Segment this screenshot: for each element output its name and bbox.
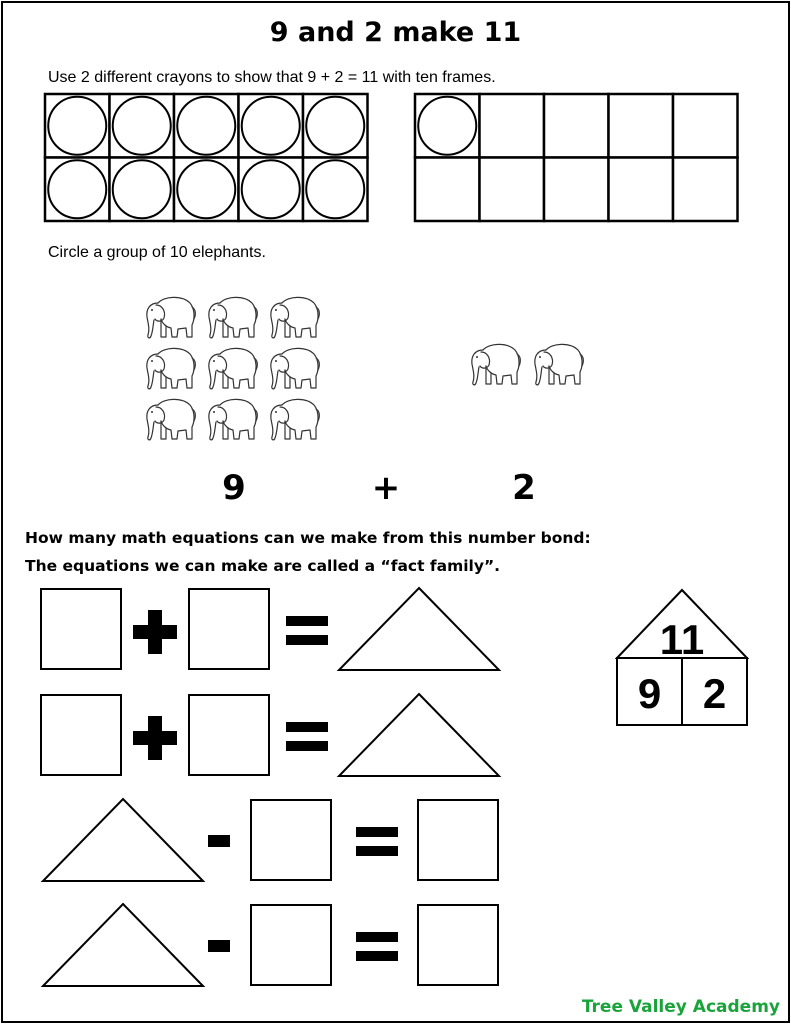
ten-frame-cell[interactable] [673,158,738,222]
ten-frame-cell[interactable] [415,158,480,222]
ten-frame-counter [177,97,235,155]
equals-icon [356,932,398,962]
crayon-instruction: Use 2 different crayons to show that 9 + 2 = 11 with ten frames. [48,69,496,86]
ten-frame-counter [48,97,106,155]
elephant-icon [472,344,520,384]
answer-box[interactable] [417,799,499,881]
equation-row-3 [3,796,623,886]
answer-box[interactable] [250,799,332,881]
elephant-icon [535,344,583,384]
ten-frame-cell[interactable] [544,158,609,222]
question-line-1: How many math equations can we make from this number bond: [25,529,591,547]
ten-frame-counter [113,160,171,218]
addend-two: 2 [512,468,536,508]
addend-nine: 9 [222,468,246,508]
ten-frame-cell[interactable] [544,94,609,158]
equation-row-2 [3,691,623,781]
elephant-icon [271,399,319,439]
elephant-group-two [465,338,590,390]
ten-frame-partial [413,92,743,223]
ten-frame-counter [306,97,364,155]
equals-icon [286,722,328,752]
ten-frame-counter [242,160,300,218]
answer-box[interactable] [40,588,122,670]
ten-frame-counter [418,97,476,155]
minus-icon [208,835,230,847]
ten-frame-counter [113,97,171,155]
elephant-icon [209,297,257,337]
elephant-icon [147,297,195,337]
elephant-icon [271,297,319,337]
elephant-icon [147,399,195,439]
ten-frame-counter [177,160,235,218]
ten-frame-counter [48,160,106,218]
ten-frame-full-grid [45,94,368,221]
answer-box[interactable] [188,694,270,776]
question-line-2: The equations we can make are called a “fact family”. [25,557,501,575]
answer-box[interactable] [417,904,499,986]
number-bond-part-2: 2 [702,670,727,717]
equation-row-4 [3,901,623,991]
minus-icon [208,940,230,952]
elephant-icon [271,348,319,388]
number-bond-part-1: 9 [637,670,662,717]
elephant-icon [147,348,195,388]
elephant-group-nine [138,291,328,446]
answer-box[interactable] [40,694,122,776]
answer-triangle[interactable] [40,902,206,988]
elephant-icon [209,399,257,439]
circle-instruction: Circle a group of 10 elephants. [48,244,266,261]
number-bond-whole: 11 [659,616,705,663]
answer-box[interactable] [250,904,332,986]
ten-frame-counter [306,160,364,218]
equals-icon [286,616,328,646]
answer-box[interactable] [188,588,270,670]
answer-triangle[interactable] [336,692,502,778]
answer-triangle[interactable] [336,586,502,672]
ten-frame-cell[interactable] [480,158,545,222]
ten-frame-cell[interactable] [480,94,545,158]
answer-triangle[interactable] [40,797,206,883]
ten-frame-partial-grid [415,94,738,221]
plus-icon [133,716,177,760]
elephant-icon [209,348,257,388]
page-title: 9 and 2 make 11 [269,17,522,48]
brand-logo-text: Tree Valley Academy [581,997,780,1017]
worksheet-page [1,1,790,1023]
equation-row-1 [3,585,623,675]
ten-frame-cell[interactable] [609,94,674,158]
ten-frame-cell[interactable] [609,158,674,222]
ten-frame-full [43,92,373,223]
number-bond-house [615,588,749,728]
plus-icon [133,610,177,654]
equals-icon [356,827,398,857]
plus-sign: + [371,468,401,508]
ten-frame-cell[interactable] [673,94,738,158]
ten-frame-counter [242,97,300,155]
